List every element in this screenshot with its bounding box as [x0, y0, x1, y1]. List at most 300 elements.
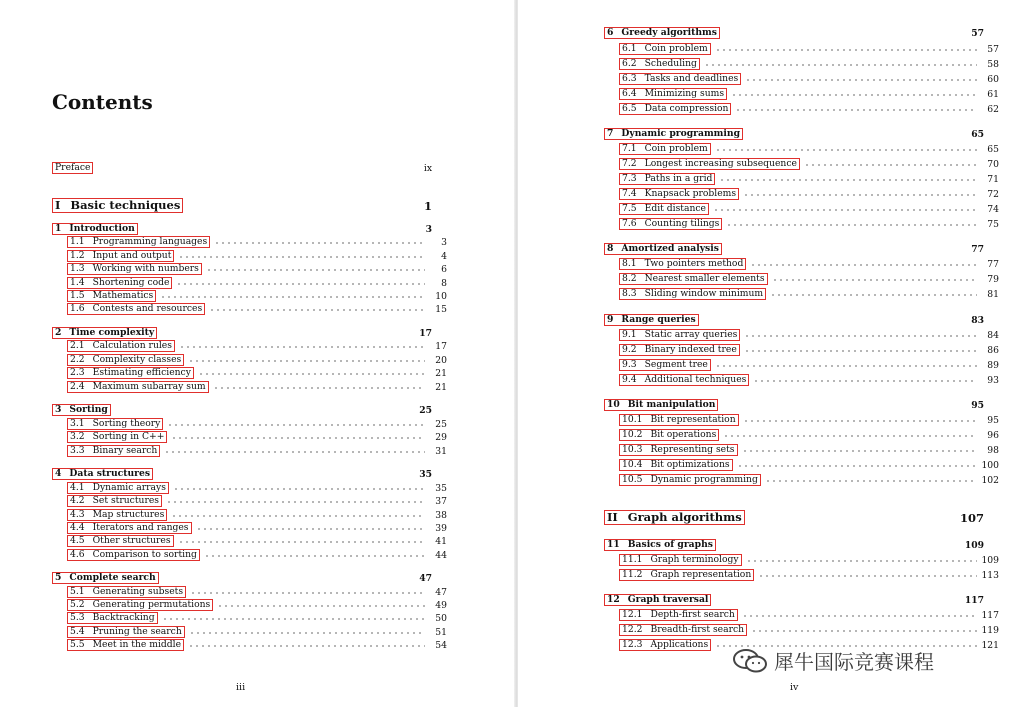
toc-entry-label: Sorting theory — [92, 418, 161, 429]
toc-entry-number: 2.1 — [70, 340, 85, 351]
toc-entry-sec[interactable] — [52, 303, 447, 315]
dot-leader — [173, 484, 425, 492]
toc-entry-number: 7.4 — [622, 188, 637, 199]
toc-entry-link[interactable] — [619, 88, 727, 100]
dot-leader — [198, 369, 425, 377]
toc-entry-label: Tasks and deadlines — [644, 73, 739, 84]
toc-entry-number: 4.6 — [70, 549, 85, 560]
toc-entry-label: Representing sets — [650, 444, 735, 455]
toc-page-number: 54 — [435, 639, 447, 651]
toc-entry-number: 4.3 — [70, 509, 85, 520]
toc-page-number: 51 — [435, 626, 447, 638]
toc-entry-number: 4.1 — [70, 482, 85, 493]
toc-page-number: 72 — [987, 188, 999, 200]
toc-page-number: 25 — [419, 404, 432, 416]
toc-entry-link[interactable] — [619, 609, 738, 621]
toc-page-number: 58 — [987, 58, 999, 70]
toc-page-number: 3 — [441, 236, 447, 248]
toc-entry-sec[interactable] — [604, 258, 999, 270]
toc-entry-number: 11 — [607, 539, 620, 550]
toc-entry-number: 7.5 — [622, 203, 637, 214]
toc-entry-pref[interactable] — [52, 162, 432, 174]
toc-entry-link[interactable] — [52, 572, 159, 584]
toc-page-number: 60 — [987, 73, 999, 85]
toc-entry-link[interactable] — [619, 188, 739, 200]
toc-entry-link[interactable] — [67, 535, 174, 547]
toc-entry-number: 2 — [55, 327, 62, 338]
toc-entry-label: Edit distance — [644, 203, 706, 214]
toc-entry-sec[interactable] — [52, 290, 447, 302]
toc-entry-link[interactable] — [619, 444, 738, 456]
toc-entry-sec[interactable] — [52, 509, 447, 521]
toc-page-number: 100 — [981, 459, 999, 471]
toc-entry-sec[interactable] — [604, 73, 999, 85]
toc-entry-number: 5.1 — [70, 586, 85, 597]
toc-page-number: 20 — [435, 354, 447, 366]
toc-page-number: 77 — [987, 258, 999, 270]
toc-entry-sec[interactable] — [604, 474, 999, 486]
toc-entry-chap[interactable] — [52, 404, 432, 416]
dot-leader — [737, 461, 977, 469]
toc-page-number: 77 — [971, 243, 984, 255]
toc-entry-link[interactable] — [67, 509, 167, 521]
toc-page-number: 21 — [435, 381, 447, 393]
toc-entry-number: 4 — [55, 468, 62, 479]
toc-entry-link[interactable] — [604, 399, 718, 411]
toc-entry-chap[interactable] — [52, 572, 432, 584]
toc-entry-link[interactable] — [619, 218, 722, 230]
toc-entry-chap[interactable] — [52, 327, 432, 339]
toc-entry-sec[interactable] — [604, 273, 999, 285]
toc-entry-label: Scheduling — [644, 58, 697, 69]
toc-entry-link[interactable] — [67, 340, 175, 352]
toc-entry-sec[interactable] — [604, 88, 999, 100]
toc-entry-link[interactable] — [67, 495, 162, 507]
toc-entry-link[interactable] — [67, 381, 209, 393]
toc-entry-sec[interactable] — [604, 459, 999, 471]
toc-entry-part[interactable] — [604, 510, 984, 525]
dot-leader — [744, 331, 977, 339]
toc-entry-number: 10.3 — [622, 444, 643, 455]
toc-entry-sec[interactable] — [52, 639, 447, 651]
toc-entry-link[interactable] — [604, 510, 745, 525]
toc-entry-label: Generating subsets — [92, 586, 184, 597]
toc-entry-label: Complete search — [69, 572, 156, 583]
toc-entry-link[interactable] — [619, 374, 749, 386]
toc-entry-number: 12 — [607, 594, 620, 605]
toc-entry-link[interactable] — [52, 198, 183, 213]
toc-entry-number: 5 — [55, 572, 62, 583]
toc-entry-number: 11.1 — [622, 554, 643, 565]
toc-entry-sec[interactable] — [52, 586, 447, 598]
toc-entry-link[interactable] — [619, 414, 739, 426]
toc-entry-sec[interactable] — [52, 495, 447, 507]
toc-entry-number: 6.3 — [622, 73, 637, 84]
toc-entry-label: Greedy algorithms — [621, 27, 717, 38]
toc-page-number: 61 — [987, 88, 999, 100]
toc-entry-link[interactable] — [619, 203, 709, 215]
toc-entry-number: 5.3 — [70, 612, 85, 623]
dot-leader — [214, 238, 425, 246]
toc-entry-link[interactable] — [619, 639, 711, 651]
dot-leader — [772, 275, 977, 283]
toc-entry-sec[interactable] — [604, 103, 999, 115]
toc-entry-number: 1.1 — [70, 236, 85, 247]
toc-entry-link[interactable] — [619, 158, 800, 170]
toc-entry-sec[interactable] — [604, 444, 999, 456]
wechat-icon — [732, 648, 768, 674]
toc-entry-chap[interactable] — [604, 27, 984, 39]
toc-entry-label: Dynamic programming — [650, 474, 758, 485]
toc-entry-chap[interactable] — [604, 128, 984, 140]
toc-entry-sec[interactable] — [52, 354, 447, 366]
toc-entry-sec[interactable] — [604, 43, 999, 55]
toc-page-number: ix — [423, 162, 432, 174]
toc-entry-link[interactable] — [67, 431, 167, 443]
toc-page-number: 49 — [435, 599, 447, 611]
toc-entry-sec[interactable] — [52, 418, 447, 430]
toc-page-number: 3 — [425, 223, 432, 235]
toc-entry-number: II — [607, 510, 618, 524]
toc-entry-sec[interactable] — [604, 329, 999, 341]
toc-page-number: 121 — [981, 639, 999, 651]
toc-entry-link[interactable] — [67, 277, 172, 289]
toc-entry-number: 6 — [607, 27, 614, 38]
toc-entry-label: Pruning the search — [92, 626, 182, 637]
toc-entry-number: 2.3 — [70, 367, 85, 378]
dot-leader — [206, 265, 425, 273]
dot-leader — [164, 447, 425, 455]
toc-entry-sec[interactable] — [52, 340, 447, 352]
toc-entry-label: Dynamic arrays — [92, 482, 166, 493]
toc-entry-sec[interactable] — [604, 609, 999, 621]
toc-entry-sec[interactable] — [52, 626, 447, 638]
toc-entry-sec[interactable] — [52, 367, 447, 379]
toc-entry-chap[interactable] — [604, 539, 984, 551]
toc-page-number: 79 — [987, 273, 999, 285]
toc-page-number: 65 — [987, 143, 999, 155]
dot-leader — [213, 383, 425, 391]
toc-entry-sec[interactable] — [52, 522, 447, 534]
toc-entry-sec[interactable] — [604, 374, 999, 386]
toc-entry-sec[interactable] — [604, 414, 999, 426]
toc-page-number: 39 — [435, 522, 447, 534]
toc-page-number: 25 — [435, 418, 447, 430]
toc-entry-number: 1.5 — [70, 290, 85, 301]
toc-entry-label: Basic techniques — [70, 198, 181, 212]
toc-entry-label: Sliding window minimum — [644, 288, 764, 299]
toc-page-number: 35 — [419, 468, 432, 480]
toc-entry-label: Nearest smaller elements — [644, 273, 765, 284]
toc-entry-sec[interactable] — [52, 431, 447, 443]
toc-entry-link[interactable] — [52, 327, 157, 339]
dot-leader — [750, 260, 977, 268]
toc-entry-chap[interactable] — [604, 594, 984, 606]
toc-page-number: 37 — [435, 495, 447, 507]
toc-page-number: 35 — [435, 482, 447, 494]
toc-entry-link[interactable] — [619, 143, 711, 155]
toc-entry-chap[interactable] — [52, 223, 432, 235]
dot-leader — [753, 376, 977, 384]
toc-entry-sec[interactable] — [52, 445, 447, 457]
toc-entry-sec[interactable] — [52, 535, 447, 547]
dot-leader — [217, 601, 425, 609]
toc-entry-sec[interactable] — [52, 263, 447, 275]
toc-page-number: 102 — [981, 474, 999, 486]
toc-entry-sec[interactable] — [52, 277, 447, 289]
toc-entry-number: 10.4 — [622, 459, 643, 470]
toc-entry-number: 12.2 — [622, 624, 643, 635]
toc-entry-link[interactable] — [619, 554, 742, 566]
dot-leader — [731, 90, 977, 98]
dot-leader — [179, 342, 425, 350]
toc-entry-link[interactable] — [619, 359, 711, 371]
toc-page-number: 75 — [987, 218, 999, 230]
toc-entry-link[interactable] — [619, 429, 719, 441]
toc-entry-label: Time complexity — [69, 327, 155, 338]
toc-entry-link[interactable] — [67, 639, 184, 651]
toc-page-number: 95 — [971, 399, 984, 411]
toc-entry-label: Generating permutations — [92, 599, 211, 610]
toc-entry-link[interactable] — [67, 367, 194, 379]
toc-entry-link[interactable] — [619, 258, 746, 270]
toc-entry-label: Longest increasing subsequence — [644, 158, 797, 169]
toc-page-number: 50 — [435, 612, 447, 624]
toc-entry-label: Basics of graphs — [627, 539, 713, 550]
toc-entry-link[interactable] — [619, 58, 700, 70]
toc-entry-link[interactable] — [604, 243, 722, 255]
toc-page-number: 117 — [981, 609, 999, 621]
toc-entry-sec[interactable] — [52, 549, 447, 561]
dot-leader — [804, 160, 977, 168]
toc-entry-sec[interactable] — [604, 569, 999, 581]
toc-entry-sec[interactable] — [52, 250, 447, 262]
toc-entry-link[interactable] — [52, 162, 93, 174]
toc-page-number: 47 — [419, 572, 432, 584]
toc-entry-link[interactable] — [604, 539, 716, 551]
toc-entry-link[interactable] — [67, 522, 192, 534]
toc-entry-number: 5.5 — [70, 639, 85, 650]
toc-entry-label: Data structures — [69, 468, 151, 479]
toc-entry-link[interactable] — [619, 288, 766, 300]
toc-entry-sec[interactable] — [604, 173, 999, 185]
toc-entry-link[interactable] — [619, 173, 715, 185]
toc-entry-label: Amortized analysis — [621, 243, 719, 254]
toc-entry-number: 5.2 — [70, 599, 85, 610]
toc-entry-number: 3 — [55, 404, 62, 415]
toc-entry-sec[interactable] — [52, 612, 447, 624]
toc-entry-link[interactable] — [619, 103, 731, 115]
toc-entry-link[interactable] — [619, 73, 741, 85]
dot-leader — [746, 556, 977, 564]
toc-entry-link[interactable] — [67, 612, 158, 624]
toc-entry-number: 9 — [607, 314, 614, 325]
toc-entry-label: Set structures — [92, 495, 159, 506]
toc-entry-sec[interactable] — [604, 58, 999, 70]
toc-entry-sec[interactable] — [52, 482, 447, 494]
toc-entry-number: 12.1 — [622, 609, 643, 620]
toc-entry-number: 6.5 — [622, 103, 637, 114]
toc-entry-link[interactable] — [67, 236, 210, 248]
toc-entry-number: 6.1 — [622, 43, 637, 54]
dot-leader — [715, 361, 977, 369]
toc-entry-sec[interactable] — [604, 344, 999, 356]
dot-leader — [743, 416, 977, 424]
toc-entry-link[interactable] — [619, 459, 733, 471]
toc-entry-link[interactable] — [604, 128, 743, 140]
toc-page-number: 47 — [435, 586, 447, 598]
toc-entry-chap[interactable] — [604, 399, 984, 411]
right-page — [518, 0, 1024, 707]
toc-entry-chap[interactable] — [52, 468, 432, 480]
toc-page-number: 8 — [441, 277, 447, 289]
toc-page-number: 81 — [987, 288, 999, 300]
dot-leader — [209, 305, 425, 313]
toc-entry-number: 8 — [607, 243, 614, 254]
toc-entry-sec[interactable] — [604, 158, 999, 170]
dot-leader — [758, 571, 977, 579]
toc-page-number: 6 — [441, 263, 447, 275]
toc-page-number: 31 — [435, 445, 447, 457]
dot-leader — [162, 614, 425, 622]
toc-entry-sec[interactable] — [604, 288, 999, 300]
toc-entry-sec[interactable] — [52, 381, 447, 393]
toc-entry-number: 10.1 — [622, 414, 643, 425]
toc-entry-chap[interactable] — [604, 243, 984, 255]
toc-entry-sec[interactable] — [604, 203, 999, 215]
toc-entry-link[interactable] — [52, 223, 138, 235]
toc-entry-label: Input and output — [92, 250, 172, 261]
toc-page-number: 65 — [971, 128, 984, 140]
toc-entry-link[interactable] — [604, 27, 720, 39]
toc-entry-link[interactable] — [67, 599, 213, 611]
toc-entry-label: Bit optimizations — [650, 459, 730, 470]
toc-entry-number: 3.2 — [70, 431, 85, 442]
toc-entry-label: Sorting — [69, 404, 108, 415]
toc-entry-label: Counting tilings — [644, 218, 720, 229]
dot-leader — [751, 626, 977, 634]
toc-entry-link[interactable] — [67, 549, 200, 561]
toc-entry-sec[interactable] — [604, 429, 999, 441]
toc-entry-number: 12.3 — [622, 639, 643, 650]
dot-leader — [715, 145, 977, 153]
toc-entry-label: Meet in the middle — [92, 639, 182, 650]
toc-entry-sec[interactable] — [604, 624, 999, 636]
left-page-number: iii — [236, 682, 246, 693]
dot-leader — [190, 588, 425, 596]
toc-entry-link[interactable] — [619, 474, 761, 486]
toc-entry-link[interactable] — [67, 263, 202, 275]
watermark-text: 犀牛国际竞赛课程 — [774, 650, 934, 674]
toc-entry-link[interactable] — [67, 303, 205, 315]
dot-leader — [735, 105, 977, 113]
toc-entry-number: 1.3 — [70, 263, 85, 274]
toc-entry-number: 1 — [55, 223, 62, 234]
toc-entry-link[interactable] — [67, 250, 174, 262]
toc-entry-label: Graph terminology — [650, 554, 739, 565]
toc-entry-link[interactable] — [67, 626, 185, 638]
toc-entry-label: Estimating efficiency — [92, 367, 191, 378]
toc-page-number: 109 — [981, 554, 999, 566]
toc-entry-number: 10 — [607, 399, 620, 410]
toc-entry-link[interactable] — [67, 418, 163, 430]
toc-entry-link[interactable] — [67, 354, 184, 366]
toc-entry-number: 8.1 — [622, 258, 637, 269]
dot-leader — [166, 497, 425, 505]
toc-entry-link[interactable] — [619, 43, 711, 55]
dot-leader — [744, 346, 977, 354]
toc-entry-chap[interactable] — [604, 314, 984, 326]
toc-entry-label: Coin problem — [644, 43, 708, 54]
toc-entry-sec[interactable] — [604, 359, 999, 371]
toc-page-number: 96 — [987, 429, 999, 441]
toc-entry-number: 9.1 — [622, 329, 637, 340]
toc-entry-part[interactable] — [52, 198, 432, 213]
toc-entry-number: 7 — [607, 128, 614, 139]
toc-entry-link[interactable] — [52, 404, 111, 416]
toc-entry-link[interactable] — [67, 586, 186, 598]
toc-entry-link[interactable] — [619, 569, 754, 581]
toc-entry-number: 6.2 — [622, 58, 637, 69]
toc-entry-sec[interactable] — [604, 143, 999, 155]
dot-leader — [176, 279, 425, 287]
toc-page-number: 44 — [435, 549, 447, 561]
toc-entry-sec[interactable] — [604, 218, 999, 230]
toc-page-number: 57 — [971, 27, 984, 39]
toc-entry-link[interactable] — [604, 594, 711, 606]
toc-entry-number: 10.2 — [622, 429, 643, 440]
toc-entry-label: Sorting in C++ — [92, 431, 165, 442]
toc-entry-link[interactable] — [67, 290, 156, 302]
toc-entry-link[interactable] — [619, 329, 740, 341]
toc-entry-label: Map structures — [92, 509, 165, 520]
toc-page-number: 109 — [964, 539, 984, 551]
toc-entry-label: Complexity classes — [92, 354, 182, 365]
toc-entry-sec[interactable] — [604, 188, 999, 200]
toc-entry-number: 7.2 — [622, 158, 637, 169]
toc-entry-link[interactable] — [619, 344, 740, 356]
toc-entry-number: 9.4 — [622, 374, 637, 385]
toc-entry-link[interactable] — [619, 273, 768, 285]
toc-entry-link[interactable] — [604, 314, 699, 326]
toc-entry-sec[interactable] — [52, 599, 447, 611]
toc-entry-number: 3.1 — [70, 418, 85, 429]
toc-entry-label: Range queries — [621, 314, 696, 325]
toc-page-number: 95 — [987, 414, 999, 426]
toc-entry-label: Contests and resources — [92, 303, 203, 314]
toc-entry-label: Bit operations — [650, 429, 717, 440]
toc-page-number: 17 — [435, 340, 447, 352]
dot-leader — [188, 356, 425, 364]
toc-entry-label: Preface — [55, 162, 91, 173]
toc-entry-link[interactable] — [67, 445, 160, 457]
toc-entry-sec[interactable] — [52, 236, 447, 248]
toc-entry-link[interactable] — [619, 624, 747, 636]
dot-leader — [704, 60, 977, 68]
toc-page-number: 113 — [981, 569, 999, 581]
toc-entry-sec[interactable] — [604, 554, 999, 566]
toc-entry-number: 5.4 — [70, 626, 85, 637]
toc-entry-number: 4.5 — [70, 535, 85, 546]
toc-page-number: 117 — [964, 594, 984, 606]
toc-entry-label: Two pointers method — [644, 258, 744, 269]
toc-page-number: 84 — [987, 329, 999, 341]
toc-entry-link[interactable] — [67, 482, 169, 494]
toc-page-number: 1 — [423, 198, 432, 213]
toc-page-number: 15 — [435, 303, 447, 315]
contents-title: Contents — [52, 90, 153, 114]
toc-entry-link[interactable] — [52, 468, 153, 480]
